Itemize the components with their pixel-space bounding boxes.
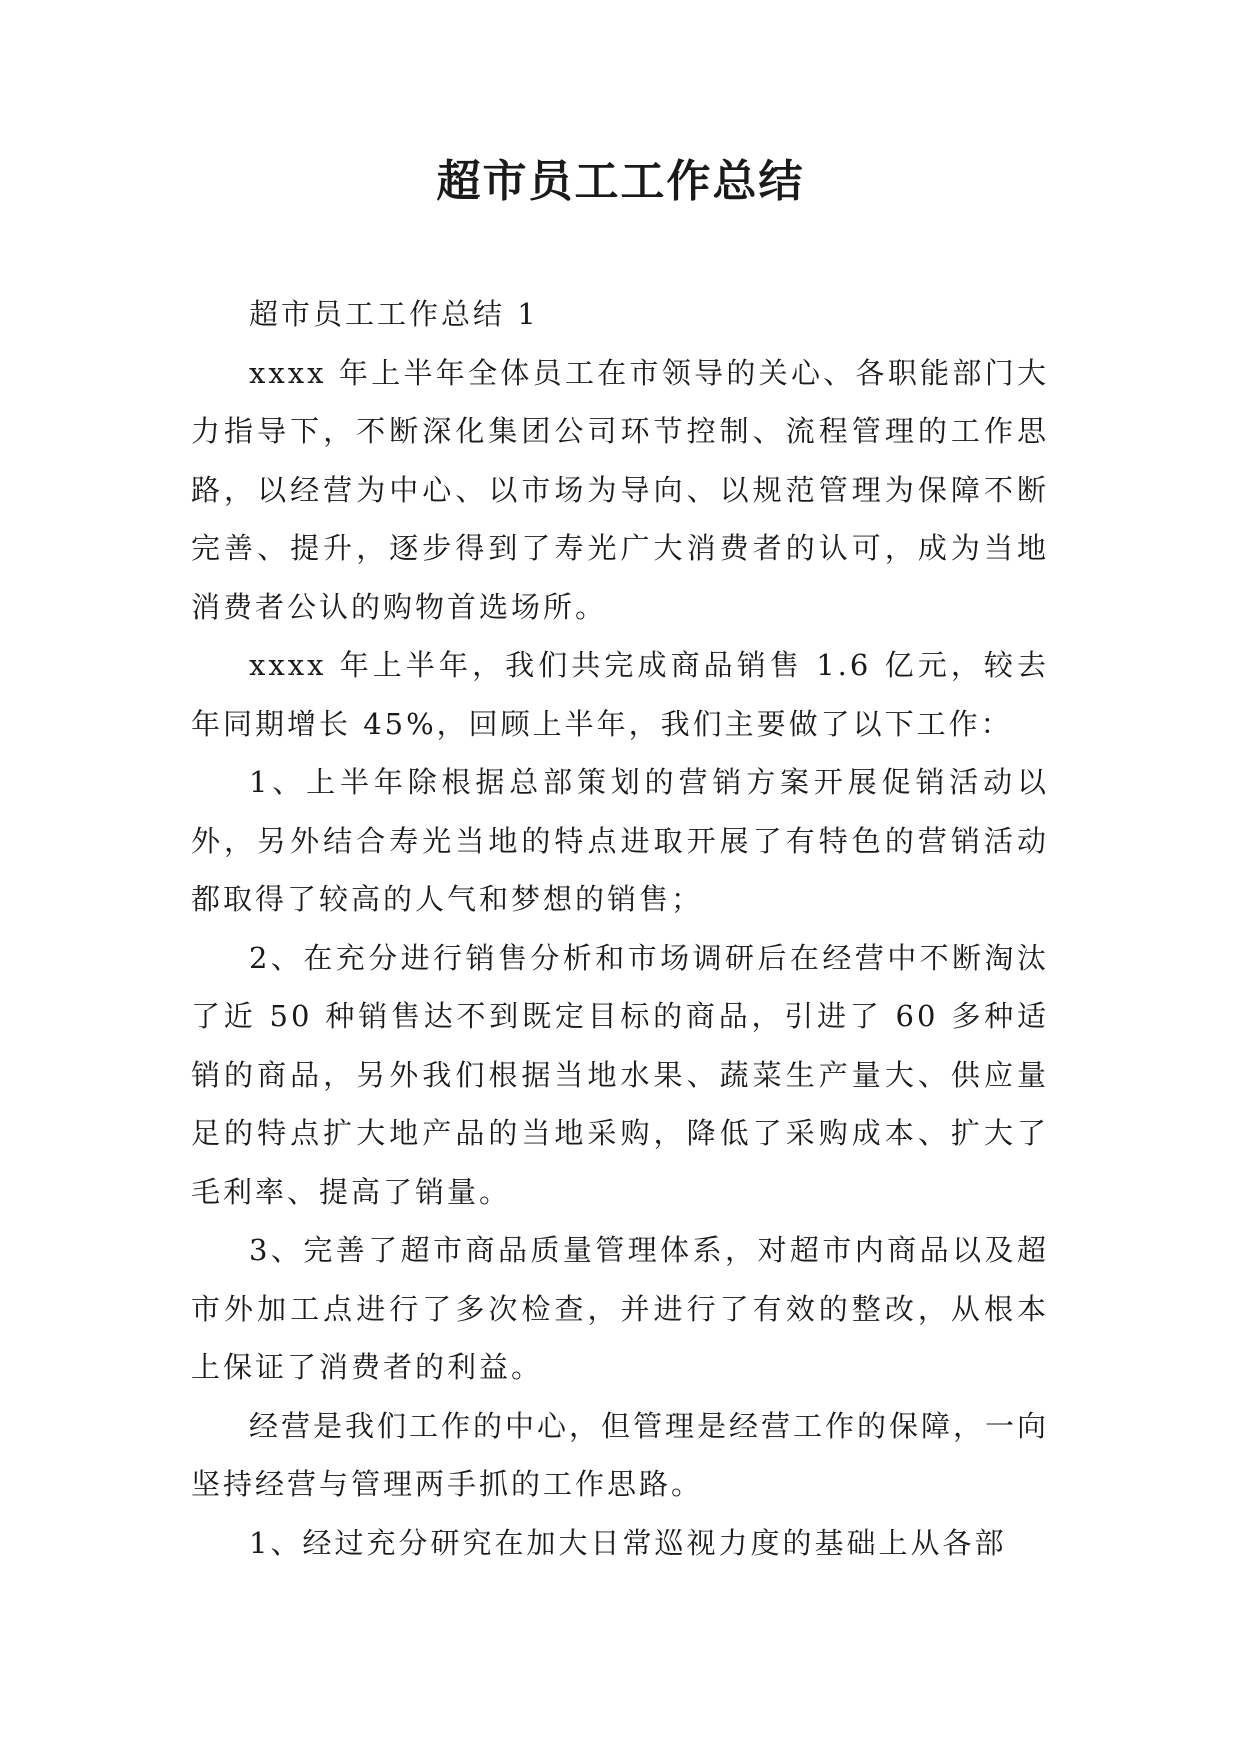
document-body [191,285,1049,1572]
document-title: 超市员工工作总结 [436,156,805,207]
paragraph: 经营是我们工作的中心，但管理是经营工作的保障，一向坚持经营与管理两手抓的工作思路。 [191,1408,1050,1501]
list-item: 2、在充分进行销售分析和市场调研后在经营中不断淘汰了近 50 种销售达不到既定目标的商品，引进了 60 多种适销的商品，另外我们根据当地水果、蔬菜生产量大、供应量足的特点扩大地产品的当地采购，降低了采购成本、扩大了毛利率、提高了销量。 [191,940,1049,1209]
list-item: 1、上半年除根据总部策划的营销方案开展促销活动以外，另外结合寿光当地的特点进取开展了有特色的营销活动都取得了较高的人气和梦想的销售； [191,765,1049,916]
paragraph: xxxx 年上半年，我们共完成商品销售 1.6 亿元，较去年同期增长 45%，回顾上半年，我们主要做了以下工作： [191,648,1049,741]
list-item: 1、经过充分研究在加大日常巡视力度的基础上从各部 [249,1525,1007,1560]
section-heading: 超市员工工作总结 1 [249,297,539,331]
paragraph: xxxx 年上半年全体员工在市领导的关心、各职能部门大力指导下，不断深化集团公司环节控制、流程管理的工作思路，以经营为中心、以市场为导向、以规范管理为保障不断完善、提升，逐步得到了寿光广大消费者的认可，成为当地消费者公认的购物首选场所。 [191,355,1049,624]
list-item: 3、完善了超市商品质量管理体系，对超市内商品以及超市外加工点进行了多次检查，并进行了有效的整改，从根本上保证了消费者的利益。 [191,1233,1049,1384]
